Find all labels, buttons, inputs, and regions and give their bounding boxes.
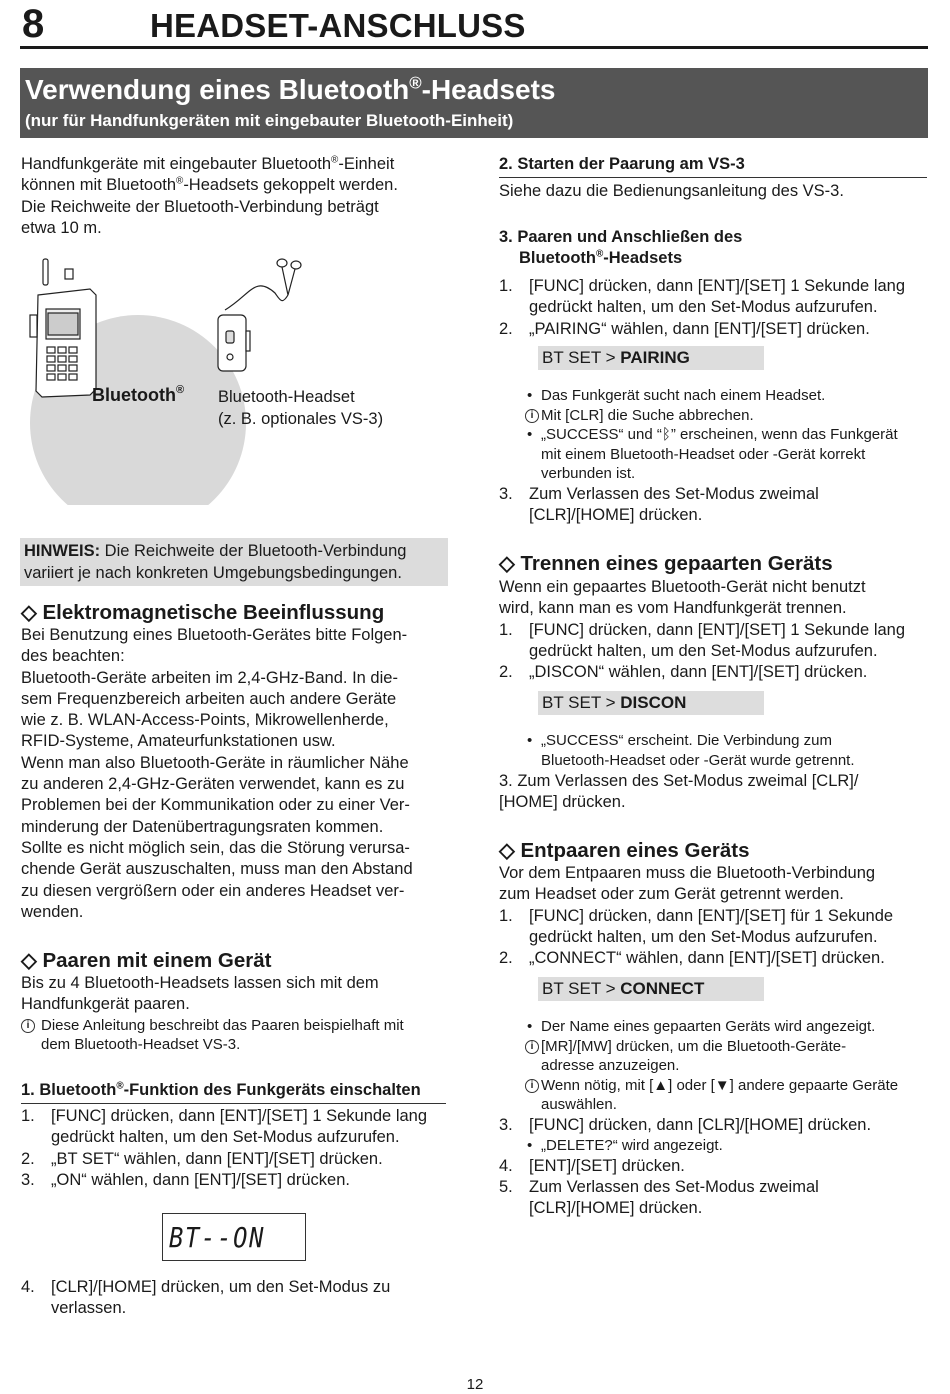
section-title: Verwendung eines Bluetooth®-Headsets — [25, 73, 556, 105]
unpair-steps: 3. [FUNC] drücken, dann [CLR]/[HOME] drücken. • „DELETE?“ wird angezeigt. 4. [ENT]/[SET] drücken. 5. Zum Verlassen des Set-Modus zweimal [CLR]/[HOME] drücken. — [499, 1116, 872, 1218]
info-icon: i — [525, 409, 539, 423]
disconnect-step3: 3. Zum Verlassen des Set-Modus zweimal [CLR]/ [HOME] drücken. — [499, 772, 859, 812]
lcd-text: BT--ON — [169, 1221, 266, 1254]
discon-screen-box: BT SET > DISCON — [538, 691, 764, 715]
disconnect-notes: • „SUCCESS“ erscheint. Die Verbindung zum Bluetooth-Headset oder -Gerät wurde getrennt. — [527, 732, 855, 769]
disconnect-heading: ◇ Trennen eines gepaarten Geräts — [499, 552, 833, 575]
step1-list — [21, 1106, 427, 1191]
header-rule — [20, 46, 928, 49]
page-number: 12 — [466, 1376, 484, 1393]
s3-heading-1: 3. Paaren und Anschließen des — [499, 228, 743, 246]
s3-heading-2: Bluetooth®-Headsets — [519, 248, 683, 267]
headset-label-1: Bluetooth-Headset — [218, 388, 355, 406]
figure-illustration — [20, 255, 440, 505]
s3-list: 1. [FUNC] drücken, dann [ENT]/[SET] 1 Sekunde lang gedrückt halten, um den Set-Modus aufzurufen. 2. „PAIRING“ wählen, dann [ENT]/[SET] drücken. — [499, 276, 905, 340]
list-item-cont: gedrückt halten, um den Set-Modus aufzurufen. — [51, 1128, 400, 1147]
diamond-outline-icon: ◇ — [499, 552, 515, 575]
headset-figure — [20, 255, 440, 505]
step4: 4. [CLR]/[HOME] drücken, um den Set-Modus zu verlassen. — [21, 1278, 391, 1318]
list-item: 2. „PAIRING“ wählen, dann [ENT]/[SET] drücken. — [499, 319, 870, 338]
diamond-outline-icon: ◇ — [499, 839, 515, 862]
s3-step3: 3. Zum Verlassen des Set-Modus zweimal [CLR]/[HOME] drücken. — [499, 485, 819, 525]
section-subtitle: (nur für Handfunkgeräten mit eingebauter Bluetooth-Einheit) — [25, 111, 514, 130]
emi-text: Bei Benutzung eines Bluetooth-Gerätes bitte Folgen- des beachten: Bluetooth-Geräte arbeiten im 2,4-GHz-Band. In die- sem Frequenzbereich arbeiten auch andere Geräte wie z. B. WLAN-Access-Points, Mikrowellenherde, RFID-Systeme, Amateurfunkstationen usw. Wenn man also Bluetooth-Geräte in räumlicher Nähe zu anderen 2,4-GHz-Geräten verwendet, kann es zu Problemen bei der Kommunikation oder zu einer Ver- minderung der Datenübertragungsraten kommen. Sollte es nicht möglich sein, das die Störung verursa- chende Gerät auszuschalten, muss man den Abstand zu diesen vergrößern oder ein anderes Headset ver- wenden. — [21, 626, 413, 921]
s2-heading: 2. Starten der Paarung am VS-3 — [499, 154, 927, 178]
list-item: 1. [FUNC] drücken, dann [ENT]/[SET] 1 Sekunde lang — [499, 277, 906, 295]
chapter-title: HEADSET-ANSCHLUSS — [150, 7, 526, 44]
disconnect-text: Wenn ein gepaartes Bluetooth-Gerät nicht benutzt wird, kann man es vom Handfunkgerät trennen. 1. [FUNC] drücken, dann [ENT]/[SET] 1 Sekunde lang gedrückt halten, um den Set-Modus aufzurufen. 2. „DISCON“ wählen, dann [ENT]/[SET] drücken. — [499, 578, 906, 682]
connect-screen-box: BT SET > CONNECT — [538, 977, 764, 1001]
section-banner — [20, 68, 928, 138]
diamond-outline-icon: ◇ — [21, 949, 37, 972]
hinweis-note: HINWEIS: Die Reichweite der Bluetooth-Verbindung variiert je nach konkreten Umgebungsbedingungen. — [20, 538, 448, 586]
info-icon: i — [525, 1040, 539, 1054]
s2-text: Siehe dazu die Bedienungsanleitung des VS-3. — [499, 182, 844, 200]
list-item: 1. [FUNC] drücken, dann [ENT]/[SET] 1 Sekunde lang — [21, 1107, 428, 1125]
pair-heading: ◇ Paaren mit einem Gerät — [21, 949, 272, 972]
unpair-notes: • Der Name eines gepaarten Geräts wird angezeigt. i [MR]/[MW] drücken, um die Bluetooth-Geräte- adresse anzuzeigen. i Wenn nötig, mit [▲] oder [▼] andere gepaarte Geräte auswählen. — [527, 1018, 899, 1114]
diamond-outline-icon: ◇ — [21, 601, 37, 624]
emi-heading: ◇ Elektromagnetische Beeinflussung — [21, 601, 385, 624]
list-item: 3. „ON“ wählen, dann [ENT]/[SET] drücken. — [21, 1170, 350, 1189]
chapter-number: 8 — [22, 2, 45, 46]
s3-notes: • Das Funkgerät sucht nach einem Headset. i Mit [CLR] die Suche abbrechen. • „SUCCESS“ und “ᛒ” erscheinen, wenn das Funkgerät mit einem Bluetooth-Headset oder -Gerät korrekt verbunden ist. — [527, 387, 898, 483]
intro-paragraph: Handfunkgeräte mit eingebauter Bluetooth®-Einheit können mit Bluetooth®-Headsets gekoppelt werden. Die Reichweite der Bluetooth-Verbindung beträgt etwa 10 m. — [21, 154, 398, 237]
unpair-text: Vor dem Entpaaren muss die Bluetooth-Verbindung zum Headset oder zum Gerät getrennt werden. 1. [FUNC] drücken, dann [ENT]/[SET] für 1 Sekunde gedrückt halten, um den Set-Modus aufzurufen. 2. „CONNECT“ wählen, dann [ENT]/[SET] drücken. — [499, 864, 894, 968]
list-item: 2. „BT SET“ wählen, dann [ENT]/[SET] drücken. — [21, 1149, 383, 1168]
pairing-screen-box: BT SET > PAIRING — [538, 346, 764, 370]
unpair-heading: ◇ Entpaaren eines Geräts — [499, 839, 750, 862]
step1-heading: 1. Bluetooth®-Funktion des Funkgeräts einschalten — [21, 1080, 446, 1104]
pair-text: Bis zu 4 Bluetooth-Headsets lassen sich mit dem Handfunkgerät paaren. i Diese Anleitung beschreibt das Paaren beispielhaft mit dem Bluetooth-Headset VS-3. — [21, 974, 404, 1054]
lcd-display — [162, 1213, 306, 1261]
info-icon: i — [525, 1079, 539, 1093]
headset-label-2: (z. B. optionales VS-3) — [218, 410, 384, 428]
bluetooth-label: Bluetooth® — [92, 384, 185, 405]
info-icon: i — [21, 1019, 35, 1033]
